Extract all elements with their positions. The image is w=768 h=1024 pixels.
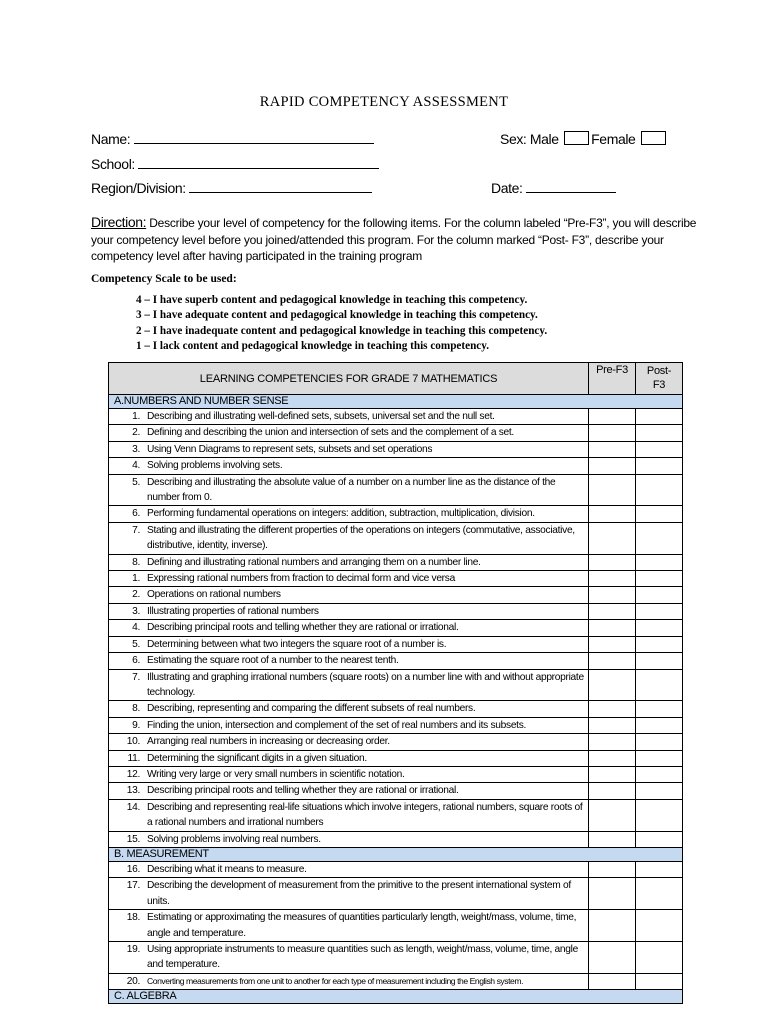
competency-cell: [109, 973, 589, 989]
competency-cell: [109, 783, 589, 799]
competency-cell: [109, 910, 589, 942]
pre-f3-cell[interactable]: [589, 522, 636, 554]
post-f3-cell[interactable]: [636, 669, 683, 701]
item-number: 2.: [132, 427, 140, 439]
post-f3-header: [636, 363, 683, 395]
post-f3-cell[interactable]: [636, 522, 683, 554]
competency-row: [109, 409, 683, 425]
scale-title: Competency Scale to be used:: [91, 273, 237, 285]
post-f3-cell[interactable]: [636, 603, 683, 619]
competency-cell: [109, 522, 589, 554]
competency-row: [109, 734, 683, 750]
competency-row: [109, 717, 683, 733]
date-field[interactable]: [491, 180, 616, 196]
competency-row: [109, 783, 683, 799]
competency-content: [109, 783, 588, 798]
competency-cell: [109, 799, 589, 831]
item-number: 8.: [132, 703, 140, 715]
pre-f3-cell[interactable]: [589, 734, 636, 750]
post-f3-cell[interactable]: [636, 441, 683, 457]
page-title: RAPID COMPETENCY ASSESSMENT: [259, 94, 509, 110]
item-text: Solving problems involving real numbers.: [147, 833, 321, 845]
date-line[interactable]: [526, 180, 616, 193]
item-number: 15.: [126, 833, 140, 845]
pre-f3-cell[interactable]: [589, 750, 636, 766]
item-text: Defining and illustrating rational numbers and arranging them on a number line.: [147, 556, 481, 568]
post-f3-cell[interactable]: [636, 458, 683, 474]
competency-content: [109, 458, 588, 473]
competency-content: [109, 653, 588, 668]
competency-cell: [109, 942, 589, 974]
scale-item-2: 2 – I have inadequate content and pedagogical knowledge in teaching this competency.: [136, 324, 548, 337]
competency-row: [109, 878, 683, 910]
competency-cell: [109, 717, 589, 733]
competency-row: [109, 831, 683, 847]
item-number: 17.: [126, 880, 140, 892]
competency-content: [109, 718, 588, 733]
competency-row: [109, 701, 683, 717]
pre-f3-header: Pre-F3: [589, 363, 636, 395]
school-field[interactable]: [91, 156, 379, 172]
competency-content: [109, 555, 588, 570]
post-f3-header-line-1: Post-: [646, 365, 672, 377]
item-text: Finding the union, intersection and complement of the set of real numbers and its subsets.: [147, 719, 527, 731]
pre-f3-cell[interactable]: [589, 425, 636, 441]
post-f3-cell[interactable]: [636, 571, 683, 587]
post-f3-cell[interactable]: [636, 554, 683, 570]
post-f3-cell[interactable]: [636, 620, 683, 636]
scale-list: [136, 293, 547, 354]
item-text: Describing what it means to measure.: [147, 863, 307, 875]
pre-f3-cell[interactable]: [589, 474, 636, 506]
item-number: 9.: [132, 719, 140, 731]
item-number: 6.: [132, 655, 140, 667]
pre-f3-cell[interactable]: [589, 587, 636, 603]
competency-content: [109, 767, 588, 782]
direction-text: Describe your level of competency for the following items. For the column labeled “Pre-F3”, you will describe your competency level before you joined/attended this program. For the column marked “Post- F3”, describe your competency level after having participated in the training program: [91, 216, 697, 263]
post-f3-cell[interactable]: [636, 587, 683, 603]
competency-row: [109, 587, 683, 603]
item-number: 13.: [126, 785, 140, 797]
competency-cell: [109, 653, 589, 669]
pre-f3-cell[interactable]: [589, 878, 636, 910]
post-f3-cell[interactable]: [636, 861, 683, 877]
male-checkbox[interactable]: [564, 131, 589, 145]
competency-cell: [109, 620, 589, 636]
competency-content: [109, 751, 588, 766]
region-field[interactable]: [91, 180, 372, 196]
item-number: 1.: [132, 411, 140, 422]
competency-content: [109, 425, 588, 440]
pre-f3-cell[interactable]: [589, 554, 636, 570]
post-f3-cell[interactable]: [636, 425, 683, 441]
competency-row: [109, 942, 683, 974]
item-number: 20.: [126, 975, 140, 987]
competency-row: [109, 506, 683, 522]
post-f3-cell[interactable]: [636, 766, 683, 782]
competency-content: [109, 832, 588, 847]
competency-cell: [109, 636, 589, 652]
item-number: 4.: [132, 460, 140, 472]
competency-content: [109, 701, 588, 716]
direction-paragraph: [91, 214, 701, 265]
pre-f3-cell[interactable]: [589, 669, 636, 701]
pre-f3-cell[interactable]: [589, 766, 636, 782]
competencies-table: [108, 362, 683, 1004]
post-f3-cell[interactable]: [636, 942, 683, 974]
competency-row: [109, 861, 683, 877]
post-f3-cell[interactable]: [636, 910, 683, 942]
competency-row: [109, 973, 683, 989]
section-row: [109, 990, 683, 1004]
pre-f3-cell[interactable]: [589, 942, 636, 974]
item-text: Describing and representing real-life situations which involve integers, rational numbers, square roots of a rational numbers and irrational numbers: [147, 801, 583, 829]
pre-f3-cell[interactable]: [589, 701, 636, 717]
competency-content: [109, 910, 588, 941]
post-f3-cell[interactable]: [636, 717, 683, 733]
competency-row: [109, 669, 683, 701]
region-label: Region/Division:: [91, 180, 186, 196]
item-number: 3.: [132, 443, 140, 455]
competency-row: [109, 799, 683, 831]
competency-cell: [109, 603, 589, 619]
item-number: 5.: [132, 476, 140, 488]
competency-row: [109, 636, 683, 652]
item-number: 8.: [132, 556, 140, 568]
table-header-title: LEARNING COMPETENCIES FOR GRADE 7 MATHEMATICS: [109, 363, 589, 395]
item-number: 12.: [126, 768, 140, 780]
competency-row: [109, 603, 683, 619]
competency-content: [109, 862, 588, 877]
pre-f3-cell[interactable]: [589, 571, 636, 587]
school-line[interactable]: [138, 156, 379, 169]
competency-row: [109, 522, 683, 554]
competency-row: [109, 441, 683, 457]
item-text: Using Venn Diagrams to represent sets, subsets and set operations: [147, 443, 433, 455]
post-f3-cell[interactable]: [636, 734, 683, 750]
item-number: 3.: [132, 605, 140, 617]
item-number: 4.: [132, 622, 140, 634]
competency-cell: [109, 861, 589, 877]
pre-f3-cell[interactable]: [589, 653, 636, 669]
scale-item-1: 1 – I lack content and pedagogical knowledge in teaching this competency.: [136, 339, 490, 352]
competency-cell: [109, 571, 589, 587]
pre-f3-cell[interactable]: [589, 831, 636, 847]
competency-content: [109, 637, 588, 652]
post-f3-cell[interactable]: [636, 701, 683, 717]
item-text: Determining between what two integers the square root of a number is.: [147, 638, 447, 650]
post-f3-cell[interactable]: [636, 831, 683, 847]
item-number: 2.: [132, 589, 140, 601]
competency-cell: [109, 766, 589, 782]
competency-cell: [109, 474, 589, 506]
item-text: Estimating or approximating the measures of quantities particularly length, weight/mass, volume, time, angle and temperature.: [147, 912, 577, 939]
pre-f3-cell[interactable]: [589, 783, 636, 799]
item-text: Determining the significant digits in a given situation.: [147, 752, 367, 764]
pre-f3-cell[interactable]: [589, 910, 636, 942]
section-title: C. ALGEBRA: [109, 990, 683, 1004]
competency-row: [109, 910, 683, 942]
scale-item-4: 4 – I have superb content and pedagogical knowledge in teaching this competency.: [136, 294, 528, 306]
item-text: Estimating the square root of a number to the nearest tenth.: [147, 655, 399, 667]
item-text: Describing, representing and comparing the different subsets of real numbers.: [147, 703, 476, 715]
competency-content: [109, 587, 588, 602]
item-number: 16.: [126, 863, 140, 875]
post-f3-cell[interactable]: [636, 878, 683, 910]
name-line[interactable]: [134, 131, 374, 144]
post-f3-cell[interactable]: [636, 783, 683, 799]
competency-content: [109, 475, 588, 506]
item-text: Describing principal roots and telling whether they are rational or irrational.: [147, 622, 459, 634]
competency-row: [109, 750, 683, 766]
competency-row: [109, 620, 683, 636]
female-label: Female: [591, 131, 636, 147]
item-text: Expressing rational numbers from fraction to decimal form and vice versa: [147, 573, 455, 585]
competency-row: [109, 766, 683, 782]
competency-row: [109, 571, 683, 587]
name-label: Name:: [91, 131, 131, 147]
item-number: 7.: [132, 524, 140, 536]
item-text: Defining and describing the union and intersection of sets and the complement of a set.: [147, 427, 514, 439]
item-text: Illustrating and graphing irrational numbers (square roots) on a number line with and without appropriate technology.: [147, 671, 584, 698]
item-number: 1.: [132, 573, 140, 585]
pre-f3-cell[interactable]: [589, 441, 636, 457]
competency-cell: [109, 831, 589, 847]
sex-field: [500, 131, 668, 147]
pre-f3-cell[interactable]: [589, 717, 636, 733]
sex-label: Sex: Male: [500, 131, 559, 147]
item-text: Operations on rational numbers: [147, 589, 281, 601]
post-f3-header-line-2: F3: [652, 379, 666, 391]
competency-cell: [109, 554, 589, 570]
item-text: Using appropriate instruments to measure quantities such as length, weight/mass, volume, time, angle and temperature.: [147, 944, 578, 971]
competency-content: [109, 670, 588, 701]
name-field[interactable]: [91, 131, 374, 147]
pre-f3-cell[interactable]: [589, 973, 636, 989]
pre-f3-cell[interactable]: [589, 409, 636, 425]
female-checkbox[interactable]: [641, 131, 666, 145]
competency-cell: [109, 734, 589, 750]
region-line[interactable]: [189, 180, 372, 193]
competency-cell: [109, 409, 589, 425]
competency-row: [109, 653, 683, 669]
direction-label: Direction:: [91, 214, 147, 230]
pre-f3-cell[interactable]: [589, 861, 636, 877]
competency-cell: [109, 441, 589, 457]
scale-item-3: 3 – I have adequate content and pedagogical knowledge in teaching this competency.: [136, 309, 538, 322]
post-f3-cell[interactable]: [636, 799, 683, 831]
competency-row: [109, 474, 683, 506]
section-title: A.NUMBERS AND NUMBER SENSE: [109, 395, 683, 409]
pre-f3-cell[interactable]: [589, 603, 636, 619]
competency-content: [109, 800, 588, 831]
competency-row: [109, 425, 683, 441]
competency-content: [109, 604, 588, 619]
item-number: 7.: [132, 671, 140, 683]
date-label: Date:: [491, 180, 523, 196]
item-number: 19.: [126, 944, 140, 955]
item-text: Stating and illustrating the different properties of the operations on integers (commutative, associative, distributive, identity, inverse).: [147, 524, 575, 552]
post-f3-cell[interactable]: [636, 409, 683, 425]
school-label: School:: [91, 156, 135, 172]
competency-cell: [109, 458, 589, 474]
competency-content: [109, 974, 588, 989]
pre-f3-cell[interactable]: [589, 636, 636, 652]
competency-row: [109, 554, 683, 570]
item-text: Converting measurements from one unit to another for each type of measurement including the English system.: [147, 975, 524, 986]
post-f3-cell[interactable]: [636, 653, 683, 669]
competency-content: [109, 571, 588, 586]
item-text: Describing and illustrating well-defined sets, subsets, universal set and the null set.: [147, 411, 495, 422]
competency-content: [109, 506, 588, 521]
post-f3-cell[interactable]: [636, 973, 683, 989]
competency-content: [109, 523, 588, 554]
item-text: Describing principal roots and telling whether they are rational or irrational.: [147, 785, 459, 797]
pre-f3-cell[interactable]: [589, 799, 636, 831]
section-row: [109, 395, 683, 409]
competency-content: [109, 734, 588, 749]
item-number: 5.: [132, 638, 140, 650]
competency-cell: [109, 878, 589, 910]
item-number: 14.: [126, 801, 140, 813]
item-text: Performing fundamental operations on integers: addition, subtraction, multiplication, division.: [147, 508, 535, 520]
competency-row: [109, 458, 683, 474]
competency-content: [109, 878, 588, 909]
item-text: Illustrating properties of rational numbers: [147, 605, 319, 617]
competency-content: [109, 942, 588, 973]
item-text: Arranging real numbers in increasing or decreasing order.: [147, 736, 390, 748]
post-f3-cell[interactable]: [636, 506, 683, 522]
item-text: Describing the development of measurement from the primitive to the present international system of units.: [147, 880, 571, 907]
post-f3-cell[interactable]: [636, 636, 683, 652]
pre-f3-cell[interactable]: [589, 458, 636, 474]
competency-content: [109, 442, 588, 457]
competency-content: [109, 620, 588, 635]
section-title: B. MEASUREMENT: [109, 847, 683, 861]
post-f3-cell[interactable]: [636, 750, 683, 766]
item-number: 18.: [126, 912, 140, 924]
item-text: Solving problems involving sets.: [147, 460, 283, 472]
item-number: 10.: [126, 736, 140, 748]
competency-cell: [109, 587, 589, 603]
post-f3-cell[interactable]: [636, 474, 683, 506]
item-number: 6.: [132, 508, 140, 520]
competency-cell: [109, 425, 589, 441]
table-header-row: [109, 363, 683, 395]
competency-cell: [109, 701, 589, 717]
competency-cell: [109, 506, 589, 522]
item-number: 11.: [127, 752, 140, 764]
competency-cell: [109, 669, 589, 701]
section-row: [109, 847, 683, 861]
pre-f3-cell[interactable]: [589, 620, 636, 636]
item-text: Writing very large or very small numbers in scientific notation.: [147, 768, 405, 780]
item-text: Describing and illustrating the absolute value of a number on a number line as the distance of the number from 0.: [147, 476, 556, 504]
competency-content: [109, 409, 588, 424]
pre-f3-cell[interactable]: [589, 506, 636, 522]
competency-cell: [109, 750, 589, 766]
